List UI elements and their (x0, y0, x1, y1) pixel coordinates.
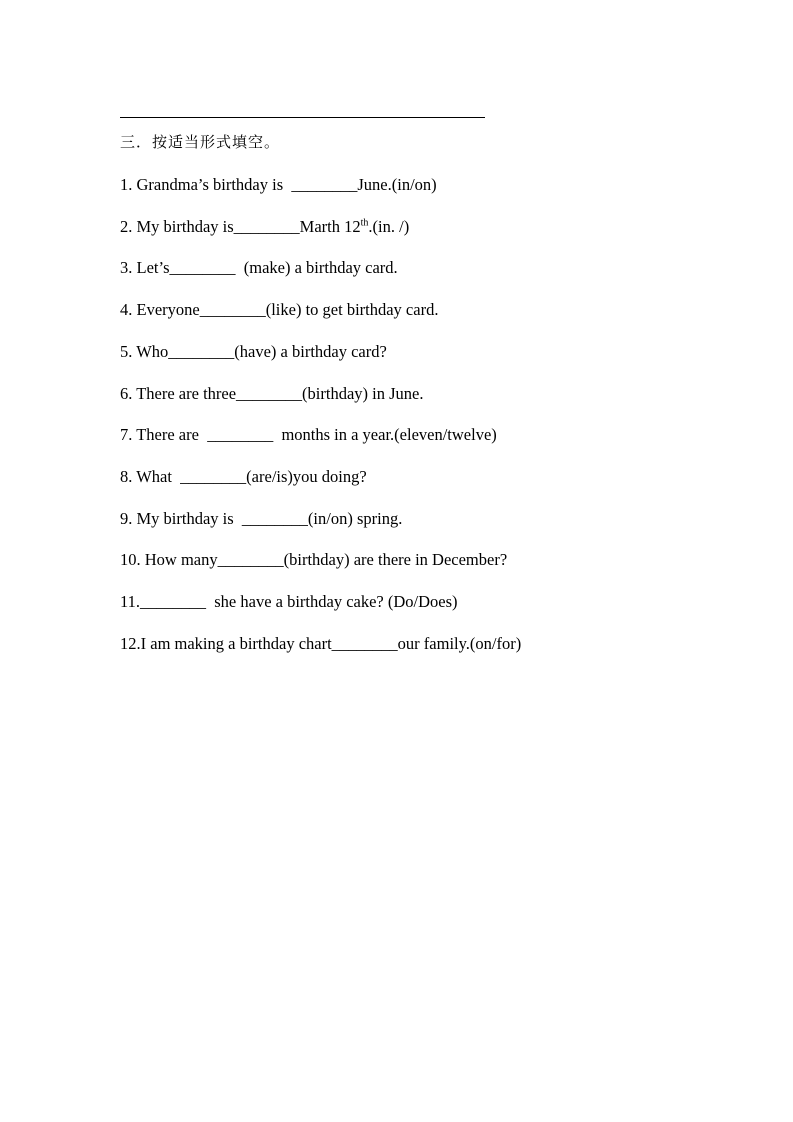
exercise-line: 6. There are three________(birthday) in June. (120, 383, 424, 403)
exercise-line: 12.I am making a birthday chart________our family.(on/for) (120, 633, 522, 653)
exercise-line: 11.________ she have a birthday cake? (Do/Does) (120, 592, 458, 612)
exercise-line: 4. Everyone________(like) to get birthday card. (120, 300, 439, 320)
exercise-line: 9. My birthday is ________(in/on) spring. (120, 508, 403, 528)
exercise-line (120, 206, 753, 248)
superscript-text: th (360, 217, 369, 229)
horizontal-divider (120, 117, 485, 118)
exercise-list (120, 164, 753, 664)
exercise-line: 10. How many________(birthday) are there in December? (120, 550, 508, 570)
exercise-line: 8. What ________(are/is)you doing? (120, 466, 367, 486)
exercise-line: 3. Let’s________ (make) a birthday card. (120, 258, 398, 278)
line-text: 2. My birthday is________Marth 12 (120, 216, 361, 236)
exercise-line: 1. Grandma’s birthday is ________June.(in/on) (120, 175, 437, 194)
line-text: .(in. /) (368, 216, 410, 236)
exercise-line: 7. There are ________ months in a year.(eleven/twelve) (120, 425, 497, 445)
section-heading: 三．按适当形式填空。 (120, 135, 281, 151)
exercise-line: 5. Who________(have) a birthday card? (120, 341, 387, 361)
